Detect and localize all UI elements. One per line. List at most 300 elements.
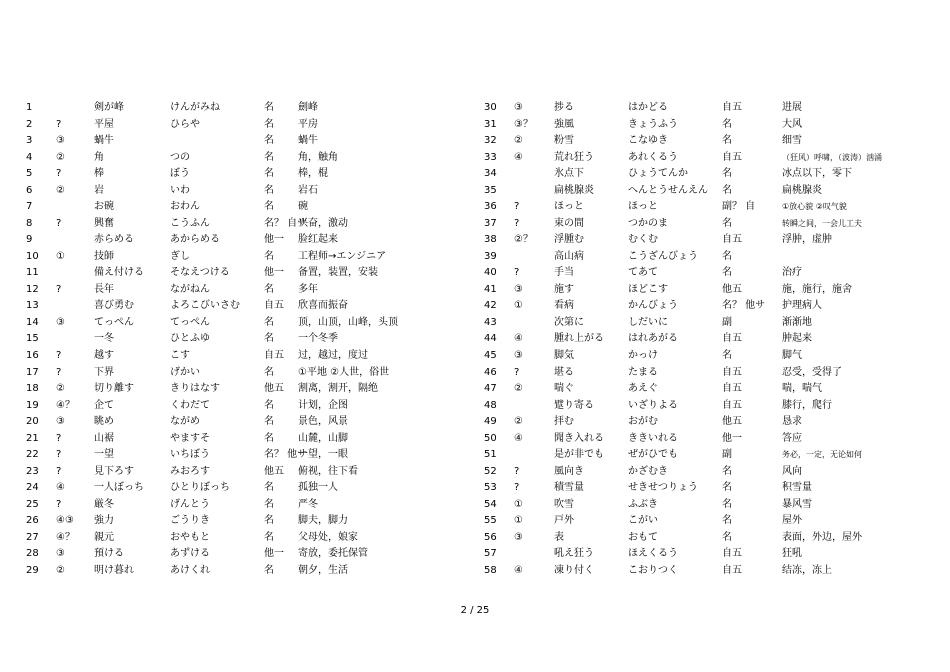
row-number: 41: [484, 283, 497, 295]
row-reading: ごうりき: [170, 515, 210, 527]
row-mark: ?: [56, 449, 62, 461]
row-number: 12: [26, 283, 39, 295]
row-number: 32: [484, 135, 497, 147]
row-number: 51: [484, 449, 497, 461]
row-mark: ③: [56, 416, 65, 428]
row-mark: ④: [56, 482, 65, 494]
row-word: 強風: [554, 118, 574, 130]
row-meaning: 劍峰: [298, 102, 318, 113]
row-word: 興奮: [94, 217, 114, 229]
row-word: 粉雪: [554, 135, 574, 147]
row-part-of-speech: 名？ 自サ: [264, 217, 308, 229]
row-meaning: 一个冬季: [298, 333, 338, 345]
row-meaning: 暴风雪: [782, 498, 812, 510]
row-number: 50: [484, 432, 497, 444]
row-mark: ?: [514, 267, 520, 279]
row-part-of-speech: 名: [264, 366, 274, 378]
row-word: 親元: [94, 531, 114, 543]
row-word: 棒: [94, 168, 104, 180]
row-number: 18: [26, 383, 39, 395]
row-mark: ?: [514, 482, 520, 494]
row-mark: ?: [514, 366, 520, 378]
row-mark: ②: [56, 151, 65, 163]
row-reading: せきせつりょう: [628, 482, 698, 494]
row-mark: ①: [514, 300, 523, 312]
row-word: 戸外: [554, 515, 574, 527]
row-part-of-speech: 名: [264, 168, 274, 180]
row-reading: ながねん: [170, 283, 210, 295]
row-part-of-speech: 名: [264, 515, 274, 527]
row-number: 5: [26, 168, 33, 180]
row-part-of-speech: 名: [264, 201, 274, 213]
row-number: 47: [484, 383, 497, 395]
row-part-of-speech: 自五: [722, 383, 742, 395]
row-reading: てっぺん: [170, 316, 210, 328]
row-word: 捗る: [554, 102, 574, 113]
row-part-of-speech: 他一: [264, 548, 284, 560]
row-word: 山裾: [94, 432, 114, 444]
row-number: 26: [26, 515, 39, 527]
row-reading: いちぼう: [170, 449, 210, 461]
row-word: 荒れ狂う: [554, 151, 594, 163]
row-word: てっぺん: [94, 316, 134, 328]
row-word: 一望: [94, 449, 114, 461]
row-meaning: 景色，风景: [298, 416, 348, 428]
row-part-of-speech: 名: [264, 482, 274, 494]
row-mark: ③: [56, 548, 65, 560]
row-reading: はかどる: [628, 102, 668, 113]
row-part-of-speech: 名: [722, 267, 732, 279]
row-word: 岩: [94, 184, 104, 196]
row-part-of-speech: 副: [722, 316, 732, 328]
row-word: 高山病: [554, 250, 584, 262]
row-meaning: 碗: [298, 201, 308, 213]
row-meaning: 膝行，爬行: [782, 399, 832, 411]
row-number: 45: [484, 349, 497, 361]
row-mark: ②: [514, 135, 523, 147]
row-mark: ④③: [56, 515, 74, 527]
row-word: 越す: [94, 349, 114, 361]
row-reading: こうざんびょう: [628, 250, 698, 262]
row-mark: ②: [514, 383, 523, 395]
row-number: 58: [484, 564, 497, 576]
row-number: 31: [484, 118, 497, 130]
row-number: 52: [484, 465, 497, 477]
row-word: 見下ろす: [94, 465, 134, 477]
row-number: 39: [484, 250, 497, 262]
row-number: 56: [484, 531, 497, 543]
row-word: 浮腫む: [554, 234, 584, 246]
row-meaning: 大风: [782, 118, 802, 130]
row-number: 36: [484, 201, 497, 213]
row-meaning: 施，施行，施舍: [782, 283, 852, 295]
row-part-of-speech: 他一: [264, 234, 284, 246]
row-part-of-speech: 名: [264, 432, 274, 444]
row-part-of-speech: 他五: [264, 383, 284, 395]
row-meaning: 山麓，山脚: [298, 432, 348, 444]
row-number: 19: [26, 399, 39, 411]
row-part-of-speech: 自五: [722, 366, 742, 378]
row-number: 38: [484, 234, 497, 246]
row-word: 凍り付く: [554, 564, 594, 576]
row-reading: おやもと: [170, 531, 210, 543]
row-reading: そなえつける: [170, 267, 230, 279]
row-mark: ②: [56, 564, 65, 576]
row-word: 拝む: [554, 416, 574, 428]
row-mark: ①: [514, 515, 523, 527]
row-number: 28: [26, 548, 39, 560]
row-reading: げんとう: [170, 498, 210, 510]
row-meaning: 角，触角: [298, 151, 338, 163]
row-reading: かざむき: [628, 465, 668, 477]
row-number: 30: [484, 102, 497, 113]
row-meaning: 平房: [298, 118, 318, 130]
row-reading: こおりつく: [628, 564, 678, 576]
row-meaning: 工程师→エンジニア: [298, 250, 387, 262]
row-part-of-speech: 名: [264, 102, 274, 113]
row-meaning: 表面，外边，屋外: [782, 531, 862, 543]
row-reading: あれくるう: [628, 151, 678, 163]
row-reading: おもて: [628, 531, 658, 543]
row-word: 腫れ上がる: [554, 333, 604, 345]
row-meaning: 喘，喘气: [782, 383, 822, 395]
row-word: 吼え狂う: [554, 548, 594, 560]
row-reading: へんとうせんえん: [628, 184, 708, 196]
row-mark: ④？: [56, 531, 75, 543]
row-meaning: ①平地 ②人世，俗世: [298, 366, 390, 378]
row-meaning: 父母处，娘家: [298, 531, 358, 543]
row-reading: ながめ: [170, 416, 200, 428]
row-word: 平屋: [94, 118, 114, 130]
row-reading: こなゆき: [628, 135, 668, 147]
row-number: 10: [26, 250, 39, 262]
row-meaning: 转瞬之间，一会儿工夫: [782, 218, 862, 228]
row-word: 長年: [94, 283, 114, 295]
row-part-of-speech: 名: [722, 135, 732, 147]
row-part-of-speech: 名: [264, 399, 274, 411]
row-part-of-speech: 名: [722, 118, 732, 130]
row-number: 1: [26, 102, 33, 113]
row-number: 8: [26, 217, 33, 229]
row-part-of-speech: 自五: [722, 548, 742, 560]
row-reading: こがい: [628, 515, 658, 527]
row-reading: いわ: [170, 184, 190, 196]
row-reading: こうふん: [170, 217, 210, 229]
row-reading: げかい: [170, 366, 200, 378]
row-reading: つの: [170, 151, 190, 163]
row-word: 預ける: [94, 548, 124, 560]
row-reading: きょうふう: [628, 118, 678, 130]
row-part-of-speech: 名: [264, 316, 274, 328]
row-part-of-speech: 自五: [264, 300, 284, 312]
row-word: 次第に: [554, 316, 584, 328]
row-meaning: 孤独一人: [298, 482, 338, 494]
row-number: 7: [26, 201, 33, 213]
row-reading: ぜがひでも: [628, 449, 678, 461]
row-mark: ②: [56, 184, 65, 196]
row-word: 施す: [554, 283, 574, 295]
row-reading: つかのま: [628, 217, 668, 229]
row-word: 切り離す: [94, 383, 134, 395]
row-reading: かんびょう: [628, 300, 678, 312]
row-word: 喜び勇む: [94, 300, 134, 312]
row-part-of-speech: 名: [264, 283, 274, 295]
row-meaning: 脚夫，脚力: [298, 515, 348, 527]
row-part-of-speech: 副: [722, 449, 732, 461]
row-mark: ②: [56, 383, 65, 395]
row-meaning: 脸红起来: [298, 234, 338, 246]
row-number: 15: [26, 333, 39, 345]
row-part-of-speech: 自五: [722, 564, 742, 576]
row-mark: ③: [56, 316, 65, 328]
row-meaning: 风向: [782, 465, 802, 477]
row-part-of-speech: 自五: [722, 151, 742, 163]
row-mark: ④: [514, 564, 523, 576]
row-meaning: 严冬: [298, 498, 318, 510]
row-part-of-speech: 名: [264, 250, 274, 262]
row-part-of-speech: 名: [722, 465, 732, 477]
row-word: 眺め: [94, 416, 114, 428]
row-number: 2: [26, 118, 33, 130]
row-part-of-speech: 名: [264, 135, 274, 147]
row-meaning: 结冻，冻上: [782, 564, 832, 576]
row-mark: ?: [56, 366, 62, 378]
row-part-of-speech: 他五: [264, 465, 284, 477]
row-part-of-speech: 自五: [722, 234, 742, 246]
row-number: 54: [484, 498, 497, 510]
row-mark: ?: [514, 465, 520, 477]
row-part-of-speech: 他五: [722, 283, 742, 295]
row-mark: ?: [56, 283, 62, 295]
row-word: 一人ぼっち: [94, 482, 144, 494]
row-part-of-speech: 名: [264, 498, 274, 510]
row-reading: こす: [170, 349, 190, 361]
row-meaning: 进展: [782, 102, 802, 113]
row-mark: ④: [514, 151, 523, 163]
row-meaning: 恳求: [782, 416, 802, 428]
row-word: お碗: [94, 201, 114, 213]
row-part-of-speech: 名: [722, 349, 732, 361]
row-mark: ②: [514, 416, 523, 428]
row-meaning: ①放心貌 ②叹气貌: [782, 202, 847, 212]
row-mark: ②？: [514, 234, 533, 246]
row-mark: ③: [56, 135, 65, 147]
row-part-of-speech: 名: [722, 184, 732, 196]
row-word: 一冬: [94, 333, 114, 345]
row-reading: よろこびいさむ: [170, 300, 240, 312]
row-mark: ?: [56, 432, 62, 444]
row-word: 厳冬: [94, 498, 114, 510]
row-reading: たまる: [628, 366, 658, 378]
row-word: ほっと: [554, 201, 584, 213]
row-reading: はれあがる: [628, 333, 678, 345]
row-number: 16: [26, 349, 39, 361]
row-meaning: 忍受，受得了: [782, 366, 842, 378]
row-meaning: 细雪: [782, 135, 802, 147]
row-meaning: 扁桃腺炎: [782, 184, 822, 196]
row-reading: けんがみね: [170, 102, 220, 113]
row-number: 48: [484, 399, 497, 411]
row-reading: ほえくるう: [628, 548, 678, 560]
row-part-of-speech: 名: [264, 151, 274, 163]
row-meaning: 欣喜而振奋: [298, 300, 348, 312]
row-meaning: 朝夕，生活: [298, 564, 348, 576]
row-part-of-speech: 名？ 他サ: [264, 449, 308, 461]
row-meaning: 屋外: [782, 515, 802, 527]
row-word: 明け暮れ: [94, 564, 134, 576]
row-reading: しだいに: [628, 316, 668, 328]
row-mark: ④: [514, 333, 523, 345]
row-part-of-speech: 名？ 他サ: [722, 300, 766, 312]
row-reading: おがむ: [628, 416, 658, 428]
row-word: 技師: [94, 250, 114, 262]
row-number: 6: [26, 184, 33, 196]
row-meaning: 冰点以下，零下: [782, 168, 852, 180]
row-word: 備え付ける: [94, 267, 144, 279]
row-number: 27: [26, 531, 39, 543]
row-number: 40: [484, 267, 497, 279]
row-reading: ふぶき: [628, 498, 658, 510]
row-word: 風向き: [554, 465, 584, 477]
row-word: 積雪量: [554, 482, 584, 494]
row-meaning: 顶，山顶，山峰，头顶: [298, 316, 398, 328]
row-word: 赤らめる: [94, 234, 134, 246]
row-reading: ひょうてんか: [628, 168, 688, 180]
row-number: 25: [26, 498, 39, 510]
row-number: 13: [26, 300, 39, 312]
row-number: 37: [484, 217, 497, 229]
row-word: 脚気: [554, 349, 574, 361]
row-part-of-speech: 自五: [722, 333, 742, 345]
row-meaning: 多年: [298, 283, 318, 295]
row-mark: ③: [514, 349, 523, 361]
row-part-of-speech: 自五: [264, 349, 284, 361]
row-part-of-speech: 他五: [722, 416, 742, 428]
row-reading: おわん: [170, 201, 200, 213]
row-mark: ③？: [514, 118, 533, 130]
row-reading: みおろす: [170, 465, 210, 477]
row-meaning: 岩石: [298, 184, 318, 196]
row-meaning: （狂风）呼啸，（波涛）汹涌: [782, 152, 882, 162]
row-reading: あえぐ: [628, 383, 658, 395]
row-reading: やますそ: [170, 432, 210, 444]
row-reading: ひらや: [170, 118, 200, 130]
row-number: 17: [26, 366, 39, 378]
row-meaning: 浮肿，虚肿: [782, 234, 832, 246]
row-reading: ひとりぼっち: [170, 482, 230, 494]
row-part-of-speech: 自五: [722, 399, 742, 411]
row-word: 蝸牛: [94, 135, 114, 147]
row-reading: むくむ: [628, 234, 658, 246]
row-word: 喘ぐ: [554, 383, 574, 395]
row-mark: ①: [56, 250, 65, 262]
row-number: 24: [26, 482, 39, 494]
row-meaning: 割离，割开，隔绝: [298, 383, 378, 395]
row-mark: ④？: [56, 399, 75, 411]
row-number: 14: [26, 316, 39, 328]
row-part-of-speech: 名: [722, 250, 732, 262]
row-meaning: 脚气: [782, 349, 802, 361]
row-number: 46: [484, 366, 497, 378]
row-part-of-speech: 名: [264, 333, 274, 345]
row-word: 聞き入れる: [554, 432, 604, 444]
row-mark: ?: [514, 201, 520, 213]
row-word: 下界: [94, 366, 114, 378]
row-reading: あからめる: [170, 234, 220, 246]
row-number: 49: [484, 416, 497, 428]
row-part-of-speech: 他一: [722, 432, 742, 444]
row-number: 3: [26, 135, 33, 147]
row-mark: ③: [514, 102, 523, 113]
row-reading: ひとふゆ: [170, 333, 210, 345]
row-number: 53: [484, 482, 497, 494]
row-reading: くわだて: [170, 399, 210, 411]
row-meaning: 答应: [782, 432, 802, 444]
row-meaning: 务必，一定，无论如何: [782, 450, 862, 460]
row-number: 44: [484, 333, 497, 345]
row-word: 束の間: [554, 217, 584, 229]
row-mark: ?: [56, 217, 62, 229]
row-meaning: 渐渐地: [782, 316, 812, 328]
row-part-of-speech: 名: [264, 531, 274, 543]
row-word: 強力: [94, 515, 114, 527]
row-part-of-speech: 名: [264, 118, 274, 130]
row-part-of-speech: 自五: [722, 102, 742, 113]
row-number: 43: [484, 316, 497, 328]
row-meaning: 棒，棍: [298, 168, 328, 180]
row-number: 34: [484, 168, 497, 180]
row-meaning: 护理病人: [782, 300, 822, 312]
row-reading: ぎし: [170, 250, 190, 262]
row-mark: ?: [56, 349, 62, 361]
row-number: 23: [26, 465, 39, 477]
row-meaning: 蝸牛: [298, 135, 318, 147]
row-part-of-speech: 名: [722, 531, 732, 543]
row-word: 企て: [94, 399, 114, 411]
row-part-of-speech: 名: [264, 564, 274, 576]
row-word: 手当: [554, 267, 574, 279]
row-number: 9: [26, 234, 33, 246]
row-mark: ③: [514, 531, 523, 543]
row-reading: いざりよる: [628, 399, 678, 411]
row-mark: ?: [56, 498, 62, 510]
row-part-of-speech: 名: [722, 217, 732, 229]
row-part-of-speech: 名: [264, 416, 274, 428]
row-number: 33: [484, 151, 497, 163]
row-word: 堪る: [554, 366, 574, 378]
row-number: 22: [26, 449, 39, 461]
row-word: 剣が峰: [94, 102, 124, 113]
page-number: 2 / 25: [460, 605, 490, 616]
row-reading: ぼう: [170, 168, 190, 180]
row-meaning: 狂吼: [782, 548, 802, 560]
row-number: 55: [484, 515, 497, 527]
row-word: 看病: [554, 300, 574, 312]
row-number: 57: [484, 548, 497, 560]
row-number: 11: [26, 267, 39, 279]
row-meaning: 备置，装置，安装: [298, 267, 378, 279]
row-word: 角: [94, 151, 104, 163]
row-meaning: 寄放，委托保管: [298, 548, 368, 560]
row-meaning: 计划，企图: [298, 399, 348, 411]
row-meaning: 治疗: [782, 267, 802, 279]
row-reading: あけくれ: [170, 564, 210, 576]
row-reading: ききいれる: [628, 432, 678, 444]
row-reading: ほっと: [628, 201, 658, 213]
row-meaning: 兴奋，激动: [298, 217, 348, 229]
row-number: 29: [26, 564, 39, 576]
row-part-of-speech: 名: [722, 498, 732, 510]
